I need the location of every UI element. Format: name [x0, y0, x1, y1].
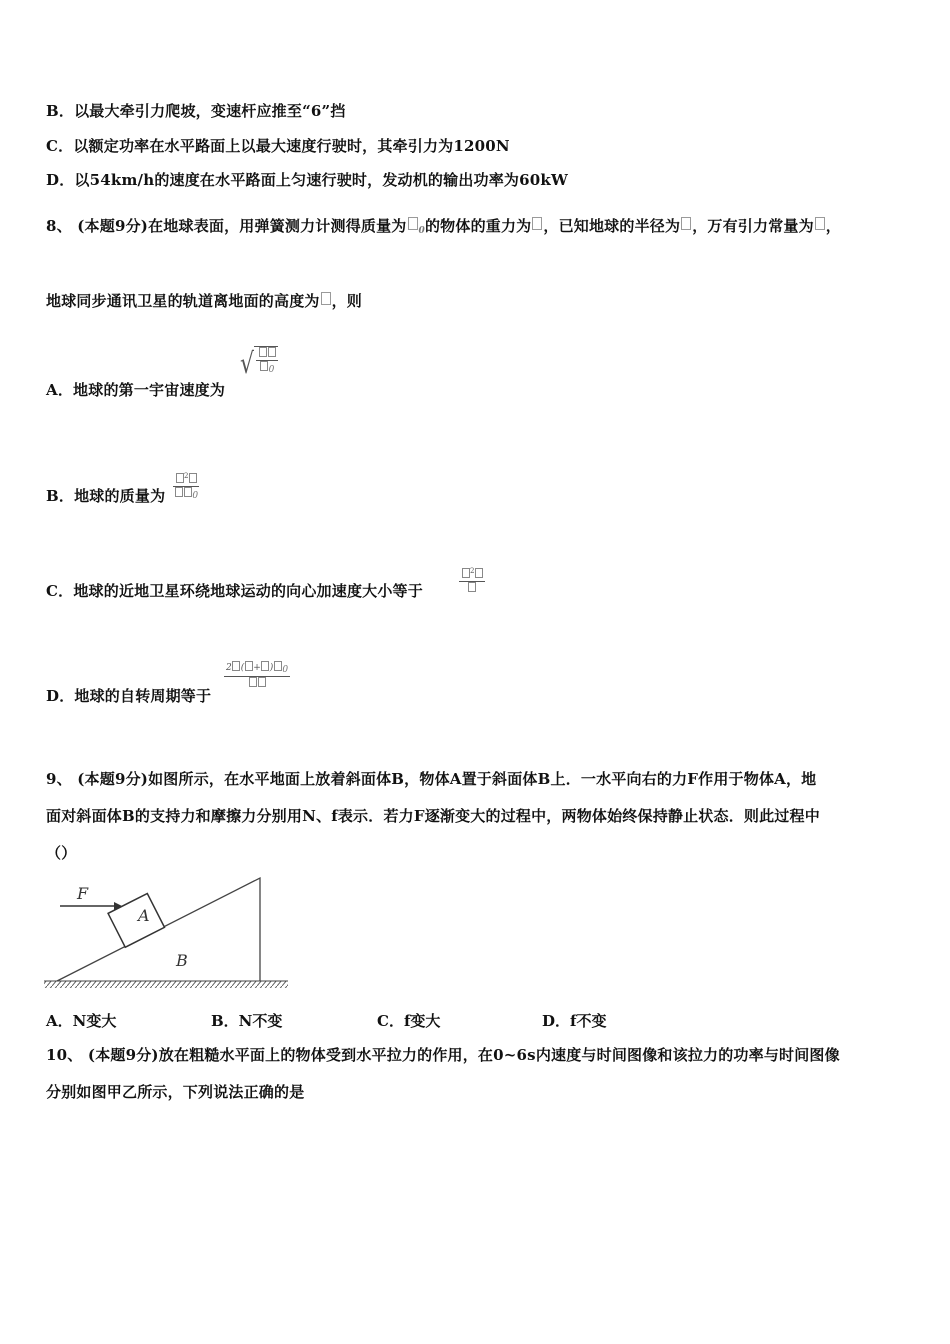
q8-stem2-part-a: 地球同步通讯卫星的轨道离地面的高度为	[46, 292, 320, 310]
q8-stem-line1	[46, 216, 841, 241]
q8-stem-part-e: ，	[825, 217, 841, 235]
label-f: F	[77, 884, 89, 903]
q9-option-d: D．f不变	[542, 1012, 607, 1030]
formula-a-subscript: 0	[268, 365, 275, 375]
q9-option-b: B．N不变	[211, 1012, 283, 1030]
q8-option-a: A．地球的第一宇宙速度为	[46, 381, 226, 399]
ground-hatching	[44, 981, 288, 988]
q8-stem-line2	[46, 291, 362, 311]
q9-figure-incline	[42, 872, 292, 996]
q8-formula-a: √ 0	[240, 344, 278, 376]
q7-option-d: D．以54km/h的速度在水平路面上匀速行驶时，发动机的输出功率为60kW	[46, 171, 569, 189]
formula-placeholder-r	[681, 217, 691, 230]
block-a	[108, 893, 164, 947]
formula-placeholder-m	[408, 217, 418, 230]
q9-option-c: C．f变大	[377, 1012, 441, 1030]
formula-b-subscript: 0	[192, 491, 199, 501]
q8-stem-part-b: 的物体的重力为	[424, 217, 532, 235]
q8-formula-c	[459, 562, 485, 595]
q9-stem-line3: （）	[46, 844, 77, 862]
formula-placeholder-g	[532, 217, 542, 230]
q9-stem-line1: 9、 (本题9分)如图所示，在水平地面上放着斜面体B，物体A置于斜面体B上．一水平向右的力F作用于物体A，地	[46, 770, 817, 788]
q10-stem-line1: 10、 (本题9分)放在粗糙水平面上的物体受到水平拉力的作用，在0~6s内速度与时间图像和该拉力的功率与时间图像	[46, 1046, 840, 1064]
formula-placeholder-h	[321, 292, 331, 305]
formula-d-open: (	[240, 663, 245, 673]
q7-option-b: B．以最大牵引力爬坡，变速杆应推至“6”挡	[46, 102, 346, 120]
subscript-0: 0	[418, 226, 425, 236]
formula-placeholder-gconst	[815, 217, 825, 230]
label-a: A	[138, 906, 150, 925]
q8-option-d: D．地球的自转周期等于	[46, 687, 212, 705]
formula-d-plus: +	[253, 663, 261, 673]
q8-stem-part-a: 8、 (本题9分)在地球表面，用弹簧测力计测得质量为	[46, 217, 407, 235]
q8-stem-part-c: ，已知地球的半径为	[543, 217, 681, 235]
formula-b-sup: 2	[184, 472, 189, 480]
label-b: B	[176, 951, 188, 970]
q9-stem-line2: 面对斜面体B的支持力和摩擦力分别用N、f表示．若力F逐渐变大的过程中，两物体始终保持静止状态．则此过程中	[46, 807, 820, 825]
q7-option-c: C．以额定功率在水平路面上以最大速度行驶时，其牵引力为1200N	[46, 137, 510, 155]
q8-formula-d	[224, 655, 290, 690]
formula-d-close: )	[269, 663, 274, 673]
formula-d-two: 2	[226, 663, 232, 673]
q10-stem-line2: 分别如图甲乙所示，下列说法正确的是	[46, 1083, 305, 1101]
formula-c-sup: 2	[470, 567, 475, 575]
formula-d-subscript: 0	[282, 665, 289, 675]
q8-stem2-part-b: ，则	[331, 292, 363, 310]
q8-option-b: B．地球的质量为	[46, 487, 166, 505]
q9-option-a: A．N变大	[46, 1012, 117, 1030]
q8-formula-b	[173, 467, 199, 502]
q8-stem-part-d: ，万有引力常量为	[692, 217, 814, 235]
q8-option-c: C．地球的近地卫星环绕地球运动的向心加速度大小等于	[46, 582, 423, 600]
